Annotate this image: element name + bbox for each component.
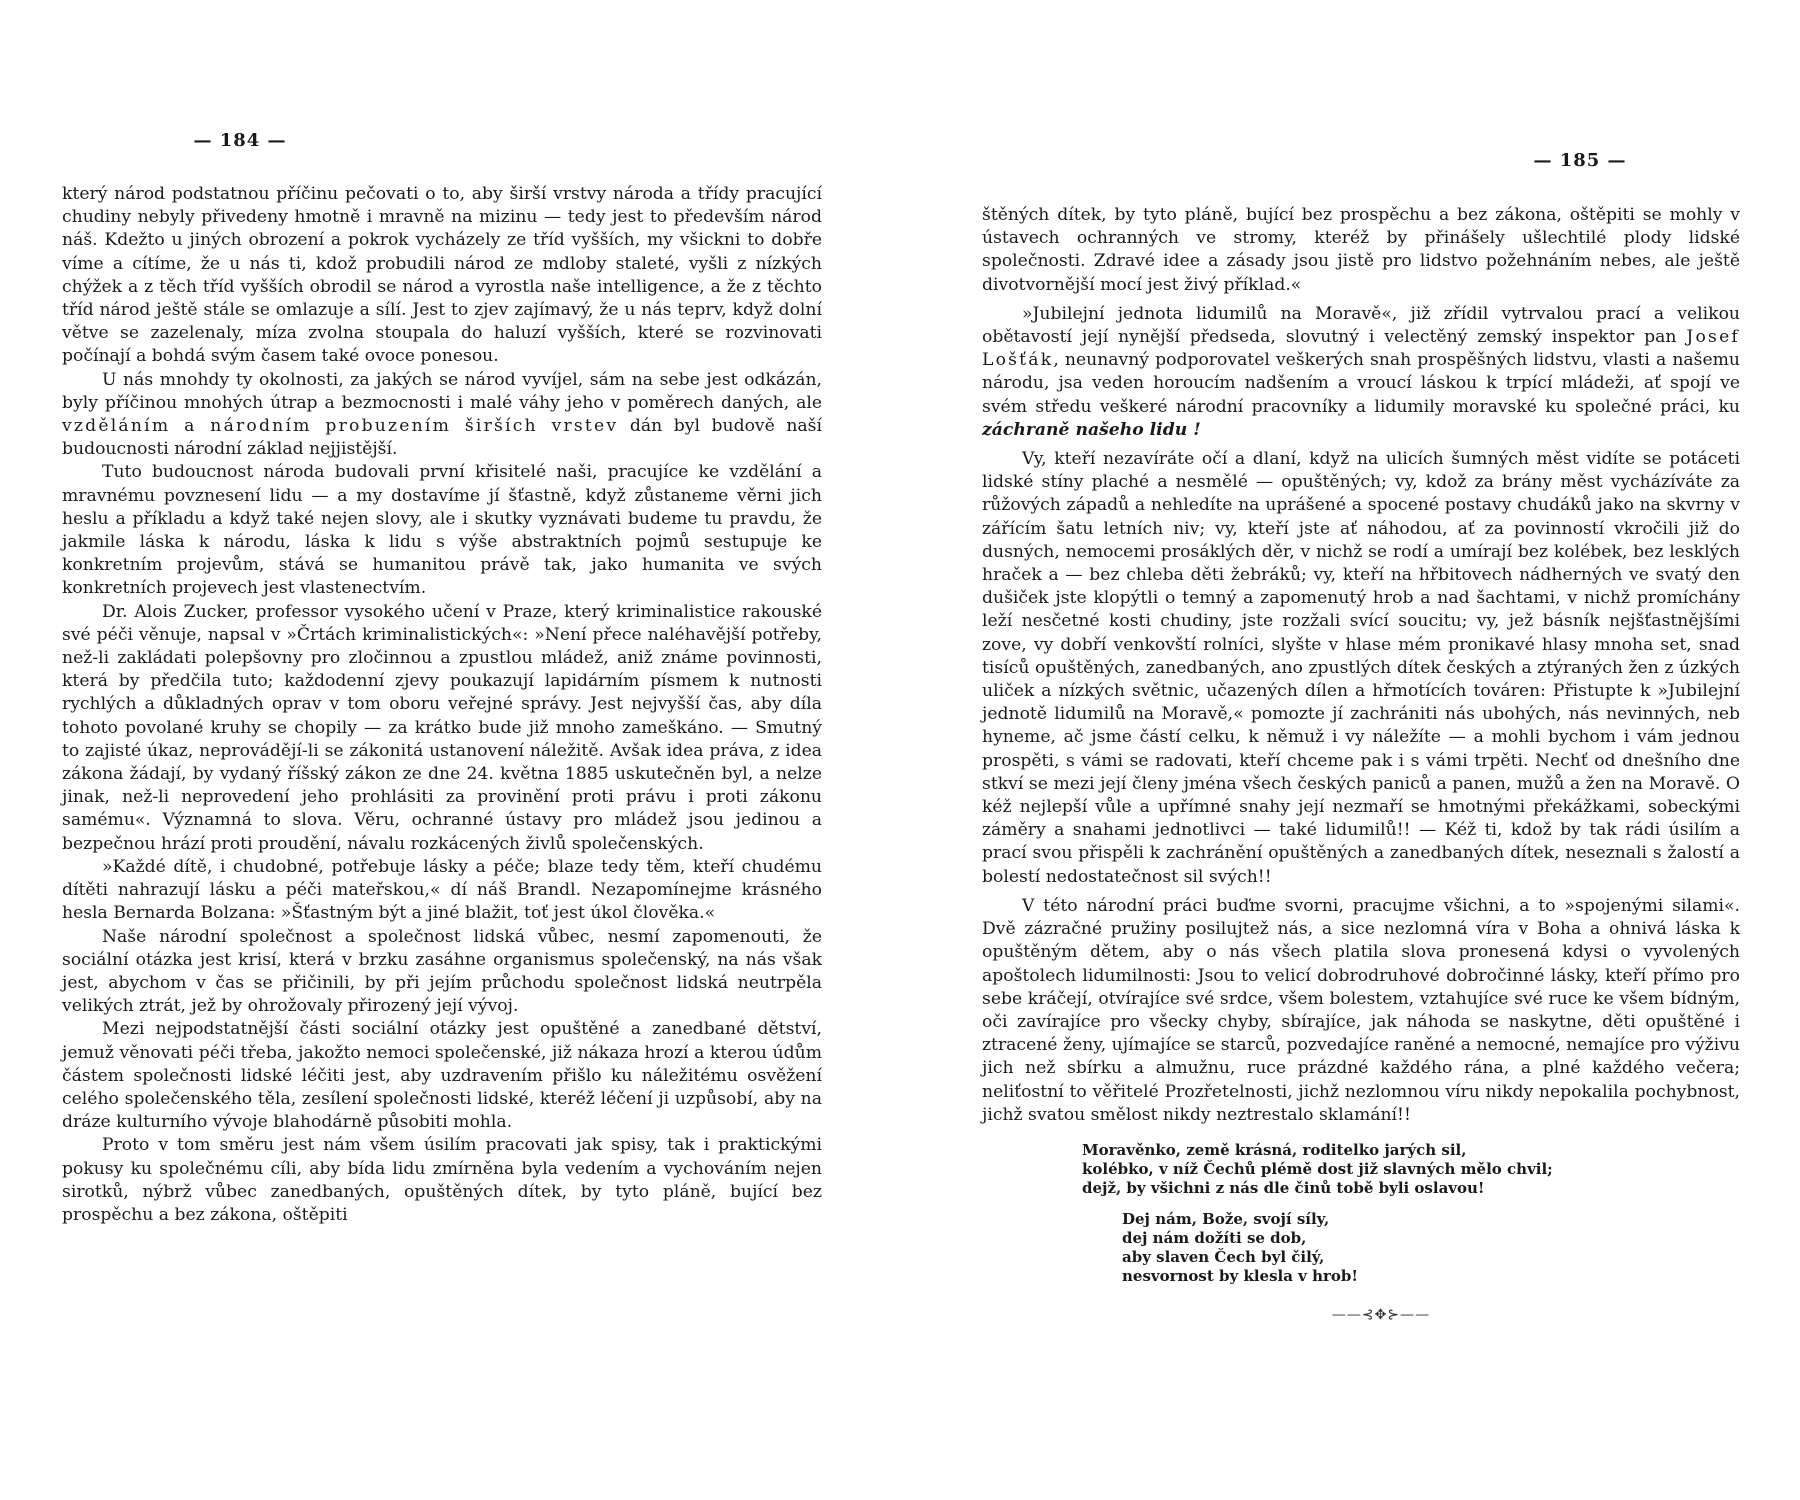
end-ornament: ——⊰✥⊱——	[1331, 1306, 1431, 1323]
poem-stanza	[1082, 1141, 1740, 1198]
paragraph: Naše národní společnost a společnost lidská vůbec, nesmí zapomenouti, že sociální otázka jest krisí, která v brzku zasáhne organismus společenský, na nás však jest, abychom v čas se přičinili, by při jejím průchodu společnost lidská neutrpěla velikých ztrát, jež by ohrožovaly přirozený její vývoj.	[62, 926, 822, 1017]
poem-line: nesvornost by klesla v hrob!	[1122, 1266, 1358, 1285]
paragraph: štěných dítek, by tyto pláně, bující bez prospěchu a bez zákona, oštěpiti se mohly v ústavech ochranných ve stromy, kteréž by přinášely ušlechtilé plody lidské společnosti. Zdravé idee a zásady jsou jistě pro lidstvo požehnáním nebes, ale ještě divotvornější mocí jest živý příklad.«	[982, 205, 1740, 295]
paragraph: který národ podstatnou příčinu pečovati o to, aby širší vrstvy národa a třídy pracující chudiny nebyly přivedeny hmotně i mravně na mizinu — tedy jest to především národ náš. Kdežto u jiných obrození a pokrok vycházely ze tříd vyšších, my všickni to dobře víme a cítíme, že u nás ti, kdož probudili národ ze mdloby staleté, vyšli z nízkých chýžek a z těch tříd vyšších obrodil se národ a vyrostla naše intelligence, a že z těchto tříd národ ještě stále se omlazuje a sílí. Jest to zjev zajímavý, že u nás teprv, když dolní větve se zazelenaly, míza zvolna stoupala do haluzí vyšších, které se rozvinovati počínají a bohdá svým časem také ovoce ponesou.	[62, 184, 822, 367]
right-column-text	[982, 204, 1740, 1327]
right-page	[900, 0, 1800, 1500]
page-number-right: — 185 —	[1533, 150, 1627, 171]
poem-line: dejž, by všichni z nás dle činů tobě byli oslavou!	[1082, 1178, 1485, 1197]
poem-stanza	[1122, 1210, 1740, 1286]
poem-line: aby slaven Čech byl čilý,	[1122, 1247, 1325, 1266]
paragraph	[982, 303, 1740, 442]
paragraph: Vy, kteří nezavíráte očí a dlaní, když na ulicích šumných měst vidíte se potáceti lidské stíny plaché a nesmělé — opuštěných; vy, kdož za brány měst vycházíváte za růžových západů a nehledíte na uprášené a spocené postavy chudáků jako na skvrny v zářícím šatu letních niv; vy, kteří jste ať náhodou, ať za povinností vkročili již do dusných, nemocemi prosáklých děr, v nichž se rodí a umírají bez kolébek, bez lesklých hraček a — bez chleba děti žebráků; vy, kteří na hřbitovech nádherných ve svatý den dušiček jste klopýtli o temný a zapomenutý hrob a nad šachtami, v nichž promíchány leží nesčetné kosti chudiny, jste rozžali svící soucitu; vy, jež básník nejšťastnějšími zove, vy dobří venkovští rolníci, slyšte v hlase mém pronikavé hlasy mnoha set, snad tisíců opuštěných, zanedbaných, ano zpustlých dítek českých a ztýraných žen z úzkých uliček a nízkých světnic, učazených dílen a hřmotících továren: Přistupte k »Jubilejní jednotě lidumilů na Moravě,« pomozte jí zachrániti nás ubohých, nás nevinných, neb hyneme, ač jsme částí celku, k němuž i vy náležíte — a mohli bychom i vám jednou prospěti, s vámi se radovati, kteří chceme pak i s vámi trpěti. Nechť od dnešního dne stkví se mezi její členy jména všech českých paniců a panen, mužů a žen na Moravě. O kéž nejlepší vůle a upřímné snahy její nezmaří se hmotnými překážkami, sobeckými záměry a snahami jednotlivci — také lidumilů!! — Kéž ti, kdož by tak rádi úsilím a prací svou přispěli k zachránění opuštěných a zanedbaných dítek, neseznali s žalostí a bolestí nedostatečnost sil svých!!	[982, 449, 1740, 887]
paragraph: V této národní práci buďme svorni, pracujme všichni, a to »spojenými silami«. Dvě zázračné pružiny posilujtež nás, a sice nezlomná víra v Boha a ohnivá láska k opuštěným dětem, aby o nás všech platila slova pronesená kdysi o vyvolených apoštolech lidumilnosti: Jsou to velicí dobrodruhové dobročinné lásky, kteří přímo pro sebe kráčejí, otvírajíce své srdce, všem bolestem, vztahujíce své ruce ke všem bídným, oči zavírajíce pro všecky chyby, sbírajíce, jak náhoda se naskytne, děti opuštěné i ztracené ženy, ujímajíce se starců, pozvedajíce raněné a nemocné, nemajíce pro výživu jich než sbírku a almužnu, ruce prázdné každého rána, a plné každého večera; neliťostní to věřitelé Prozřetelnosti, jichž nezlomnou víru nikdy nepokalila pochybnost, jichž svatou smělost nikdy neztrestalo sklamání!!	[982, 895, 1740, 1125]
emphasized-spaced-name: Josef Lošťák	[982, 327, 1740, 371]
poem-line: dej nám dožíti se dob,	[1122, 1228, 1307, 1247]
paragraph	[62, 369, 822, 462]
paragraph: Mezi nejpodstatnější části sociální otázky jest opuštěné a zanedbané dětství, jemuž věnovati péči třeba, jakožto nemoci společenské, již nákaza hrozí a kterou údům částem společnosti lidské léčiti jest, aby uzdravením přišlo ku náležitému osvěžení celého společenského těla, zesílení společnosti lidské, kteréž léčení ji uzpůsobí, aby na dráze kulturního vývoje blahodárně působiti mohla.	[62, 1019, 822, 1133]
paragraph-text: dán byl budově naší budoucnosti národní základ nejjistější.	[62, 416, 822, 460]
paragraph: Tuto budoucnost národa budovali první křisitelé naši, pracujíce ke vzdělání a mravnému povznesení lidu — a my dostavíme jí šťastně, když zůstaneme věrni jich heslu a příkladu a když také nejen slovy, ale i skutky vyznávati budeme tu pravdu, že jakmile láska k národu, láska k lidu s výše abstraktních pojmů sestupuje ke konkretním projevům, stává se humanitou právě tak, jako humanita ve svých konkretních projevech jest vlastenectvím.	[62, 462, 822, 599]
poem-line: Moravěnko, země krásná, roditelko jarých sil,	[1082, 1140, 1467, 1159]
paragraph-text: , neunavný podporovatel veškerých snah prospěšných lidstvu, vlasti a našemu národu, jsa veden horoucím nadšením a vroucí láskou k trpící mládeži, ať spojí ve svém středu veškeré národní pracovníky a lidumily moravské ku společné práci, ku	[982, 350, 1740, 417]
left-column-text	[62, 183, 822, 1227]
paragraph: Proto v tom směru jest nám všem úsilím pracovati jak spisy, tak i praktickými pokusy ku společnému cíli, aby bída lidu zmírněna byla vedením a vychováním nejen sirotků, nýbrž vůbec zanedbaných, opuštěných dítek, by tyto pláně, bující bez prospěchu a bez zákona, oštěpiti	[62, 1135, 822, 1225]
paragraph-text: U nás mnohdy ty okolnosti, za jakých se národ vyvíjel, sám na sebe jest odkázán, byly příčinou mnohých útrap a bezmocnosti i malé váhy jeho v poměrech daných, ale	[62, 369, 822, 413]
poem-line: Dej nám, Bože, svojí síly,	[1122, 1209, 1330, 1228]
emphasized-spaced-text: vzděláním a národním probuzením širších vrstev	[62, 416, 619, 437]
poem-line: kolébko, v níž Čechů plémě dost již slavných mělo chvil;	[1082, 1159, 1553, 1178]
emphasized-italic-text: záchraně našeho lidu !	[982, 419, 1201, 440]
poem	[982, 1141, 1740, 1286]
page-number-left: — 184 —	[193, 130, 287, 151]
paragraph: Dr. Alois Zucker, professor vysokého učení v Praze, který kriminalistice rakouské své péči věnuje, napsal v »Črtách kriminalistických«: »Není přece naléhavější potřeby, než-li zakládati polepšovny pro zločinnou a zpustlou mládež, aniž známe povinnosti, která by předčila tuto; každodenní zjevy poukazují lapidárním písmem k nutnosti rychlých a důkladných oprav v tom oboru veřejné správy. Jest nejvyšší čas, aby díla tohoto povolané kruhy se chopily — za krátko bude již mnoho zameškáno. — Smutný to zajisté úkaz, neprovádějí-li se zákonitá ustanovení náležitě. Avšak idea práva, z idea zákona žádají, by vydaný říšský zákon ze dne 24. května 1885 uskutečněn byl, a nelze jinak, než-li neprovedení jeho prohlásiti za provinění proti právu i proti zákonu samému«. Významná to slova. Věru, ochranné ústavy pro mládež jsou jedinou a bezpečnou hrází proti proudění, návalu rozkácených živlů společenských.	[62, 601, 822, 854]
paragraph-text: »Jubilejní jednota lidumilů na Moravě«, již zřídil vytrvalou prací a velikou obětavostí její nynější předseda, slovutný i velectěný zemský inspektor pan	[982, 303, 1740, 348]
paragraph: »Každé dítě, i chudobné, potřebuje lásky a péče; blaze tedy těm, kteří chudému dítěti nahrazují lásku a péči mateřskou,« dí náš Brandl. Nezapomínejme krásného hesla Bernarda Bolzana: »Šťastným být a jiné blažit, toť jest úkol člověka.«	[62, 856, 822, 924]
